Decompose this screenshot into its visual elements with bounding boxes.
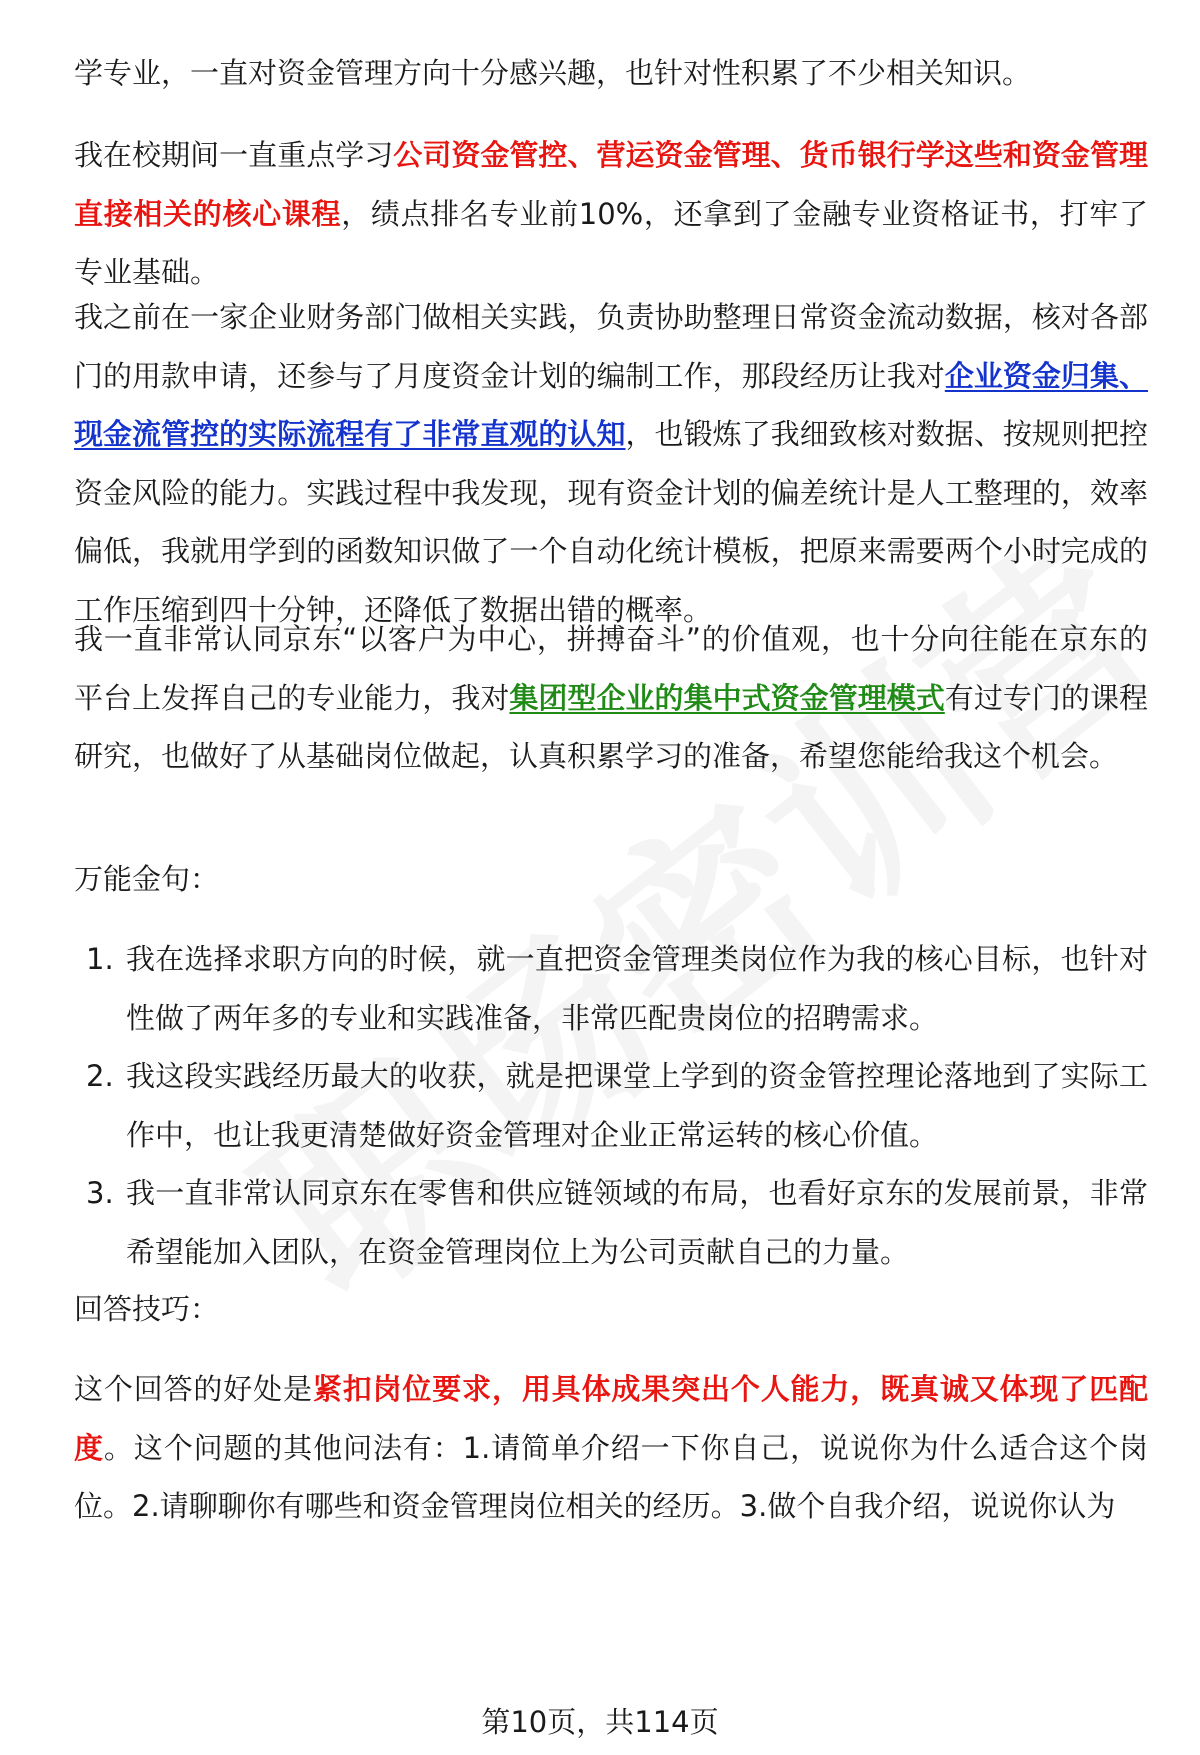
paragraph-practice	[74, 288, 1148, 639]
highlight-red: 公司资金管控、营运资金管理、货币银行学这些和资金管理直接相关的核心课程	[74, 138, 1148, 231]
paragraph-intro-tail	[74, 44, 1148, 103]
paragraph-tips	[74, 1360, 1148, 1536]
paragraph-courses	[74, 126, 1148, 302]
paragraph-text: ，也锻炼了我细致核对数据、按规则把控资金风险的能力。实践过程中我发现，现有资金计划的偏差统计是人工整理的，效率偏低，我就用学到的函数知识做了一个自动化统计模板，把原来需要两个小时完成的工作压缩到四十分钟，还降低了数据出错的概率。	[74, 417, 1148, 627]
section-label-golden: 万能金句：	[74, 862, 220, 896]
list-number: 2.	[86, 1059, 114, 1093]
paragraph-text: 我之前在一家企业财务部门做相关实践，负责协助整理日常资金流动数据，核对各部门的用款申请，还参与了月度资金计划的编制工作，那段经历让我对	[74, 300, 1148, 393]
page-number-footer: 第10页，共114页	[481, 1705, 719, 1739]
list-item-text: 我在选择求职方向的时候，就一直把资金管理类岗位作为我的核心目标，也针对性做了两年多的专业和实践准备，非常匹配贵岗位的招聘需求。	[126, 942, 1148, 1035]
paragraph-text: 。这个问题的其他问法有：1.请简单介绍一下你自己，说说你为什么适合这个岗位。2.请聊聊你有哪些和资金管理岗位相关的经历。3.做个自我介绍，说说你认为	[74, 1430, 1148, 1523]
paragraph-text: 我一直非常认同京东“以客户为中心，拼搏奋斗”的价值观，也十分向往能在京东的平台上发挥自己的专业能力，我对	[74, 622, 1148, 715]
list-item	[74, 1047, 1148, 1164]
list-item-text: 我这段实践经历最大的收获，就是把课堂上学到的资金管控理论落地到了实际工作中，也让我更清楚做好资金管理对企业正常运转的核心价值。	[126, 1059, 1148, 1152]
paragraph-text: 有过专门的课程研究，也做好了从基础岗位做起，认真积累学习的准备，希望您能给我这个机会。	[74, 680, 1148, 773]
list-number: 3.	[86, 1176, 114, 1210]
paragraph-text: 学专业，一直对资金管理方向十分感兴趣，也针对性积累了不少相关知识。	[74, 56, 1032, 90]
paragraph-text: 我在校期间一直重点学习	[74, 138, 394, 172]
list-item	[74, 930, 1148, 1047]
highlight-red: 紧扣岗位要求，用具体成果突出个人能力，既真诚又体现了匹配度	[74, 1372, 1148, 1465]
paragraph-text: 这个回答的好处是	[74, 1372, 313, 1406]
highlight-blue: 企业资金归集、现金流管控的实际流程有了非常直观的认知	[74, 358, 1148, 451]
list-item-text: 我一直非常认同京东在零售和供应链领域的布局，也看好京东的发展前景，非常希望能加入团队，在资金管理岗位上为公司贡献自己的力量。	[126, 1176, 1148, 1269]
section-label-tips: 回答技巧：	[74, 1292, 220, 1326]
paragraph-values	[74, 610, 1148, 786]
list-number: 1.	[86, 942, 114, 976]
highlight-green: 集团型企业的集中式资金管理模式	[509, 680, 945, 715]
golden-sentence-list	[74, 930, 1148, 1281]
paragraph-text: ，绩点排名专业前10%，还拿到了金融专业资格证书，打牢了专业基础。	[74, 196, 1148, 289]
list-item	[74, 1164, 1148, 1281]
